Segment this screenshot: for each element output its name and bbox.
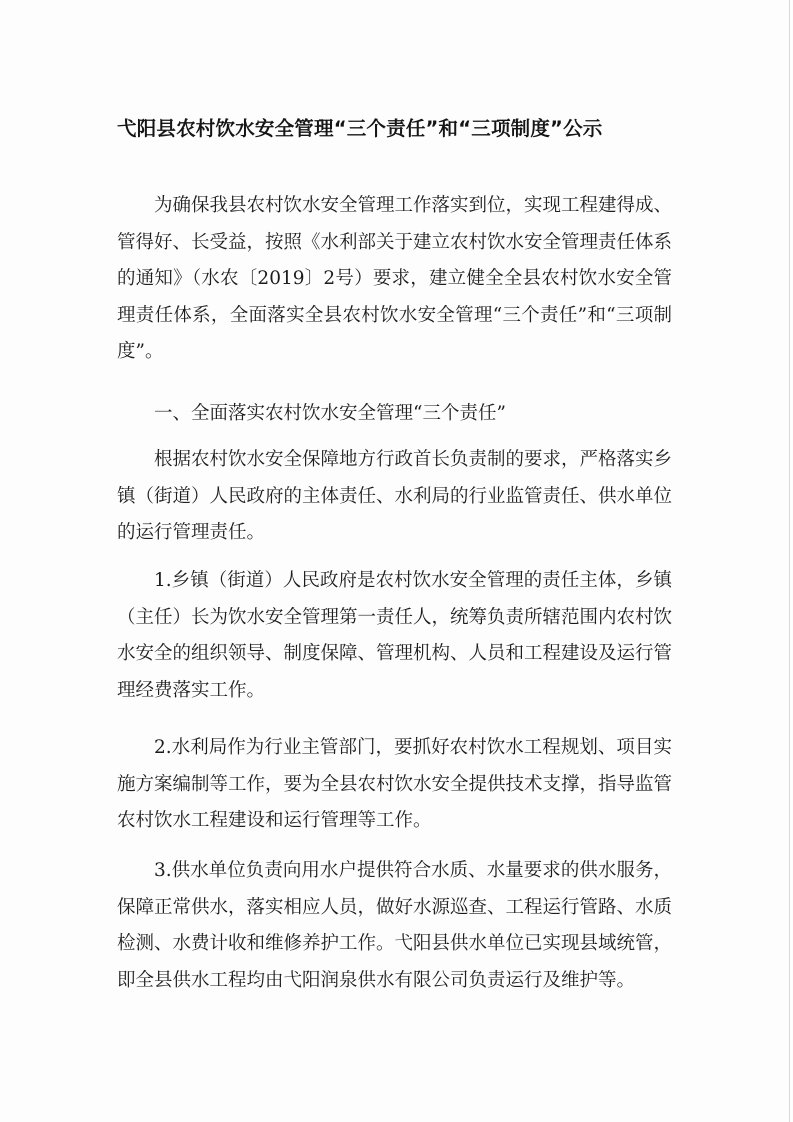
section-1-body: 根据农村饮水安全保障地方行政首长负责制的要求，严格落实乡镇（街道）人民政府的主体责任、水利局的行业监管责任、供水单位的运行管理责任。 xyxy=(117,449,673,543)
item-1-paragraph: 1.乡镇（街道）人民政府是农村饮水安全管理的责任主体，乡镇（主任）长为饮水安全管理第一责任人，统筹负责所辖范围内农村饮水安全的组织领导、制度保障、管理机构、人员和工程建设及运行管理经费落实工作。 xyxy=(117,570,673,701)
section-1-heading: 一、全面落实农村饮水安全管理“三个责任” xyxy=(154,403,506,424)
intro-paragraph: 为确保我县农村饮水安全管理工作落实到位，实现工程建得成、管得好、长受益，按照《水利部关于建立农村饮水安全管理责任体系的通知》（水农〔2019〕2号）要求，建立健全全县农村饮水安全管理责任体系，全面落实全县农村饮水安全管理“三个责任”和“三项制度”。 xyxy=(117,195,673,362)
page-edge-divider xyxy=(789,0,790,1122)
document-title: 弋阳县农村饮水安全管理“三个责任”和“三项制度”公示 xyxy=(117,117,603,140)
item-2-paragraph: 2.水利局作为行业主管部门，要抓好农村饮水工程规划、项目实施方案编制等工作，要为全县农村饮水安全提供技术支撑，指导监管农村饮水工程建设和运行管理等工作。 xyxy=(117,737,673,831)
item-3-paragraph: 3.供水单位负责向用水户提供符合水质、水量要求的供水服务，保障正常供水，落实相应人员，做好水源巡查、工程运行管路、水质检测、水费计收和维修养护工作。弋阳县供水单位已实现县域统管，即全县供水工程均由弋阳润泉供水有限公司负责运行及维护等。 xyxy=(117,860,673,991)
